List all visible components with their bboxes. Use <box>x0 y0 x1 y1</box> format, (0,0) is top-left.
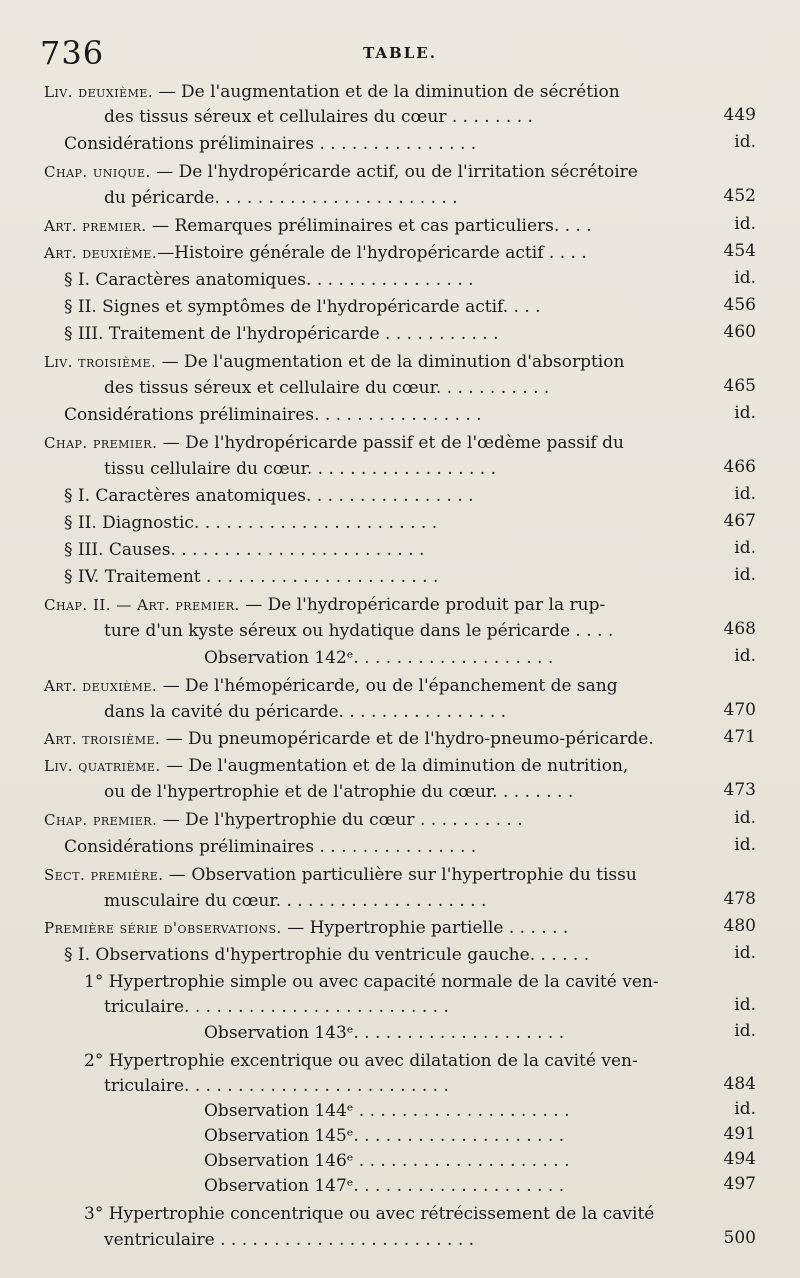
toc-entry <box>44 808 523 832</box>
toc-entry <box>204 1099 570 1123</box>
toc-page-number: 497 <box>723 1174 756 1194</box>
toc-entry <box>84 1049 638 1073</box>
toc-entry <box>64 511 437 535</box>
page-header <box>0 34 800 78</box>
toc-page-number: 465 <box>723 376 756 396</box>
toc-page-number: id. <box>734 538 756 558</box>
toc-entry <box>44 674 618 698</box>
toc-entry <box>44 350 624 374</box>
toc-entry <box>44 916 568 940</box>
toc-entry-title: 1° Hypertrophie simple ou avec capacité normale de la cavité ven- <box>84 972 659 992</box>
toc-page-number: 454 <box>723 241 756 261</box>
toc-entry-heading: Liv. deuxième. <box>44 83 154 101</box>
toc-entry <box>64 295 541 319</box>
toc-entry-title: — De l'hémopéricarde, ou de l'épanchement de sang <box>157 676 618 696</box>
toc-page-number: 452 <box>723 186 756 206</box>
toc-entry <box>104 376 549 400</box>
toc-page-number: 480 <box>723 916 756 936</box>
toc-page-number: id. <box>734 1021 756 1041</box>
running-title: TABLE. <box>363 44 437 62</box>
toc-entry <box>84 1202 654 1226</box>
toc-entry-heading: Liv. quatrième. <box>44 757 161 775</box>
toc-entry <box>204 1149 570 1173</box>
toc-entry-heading: Chap. unique. <box>44 163 151 181</box>
toc-page-number: id. <box>734 484 756 504</box>
toc-entry-title: 2° Hypertrophie excentrique ou avec dilatation de la cavité ven- <box>84 1051 638 1071</box>
toc-entry <box>84 970 659 994</box>
toc-entry <box>64 538 424 562</box>
toc-entry <box>44 593 605 617</box>
toc-page-number: id. <box>734 214 756 234</box>
toc-entry-title: — De l'hydropéricarde produit par la rup- <box>239 595 606 615</box>
toc-entry-title: Observation 144ᵉ . . . . . . . . . . . . . . . . . . . . <box>204 1101 570 1121</box>
toc-page-number: id. <box>734 835 756 855</box>
toc-page-number: id. <box>734 268 756 288</box>
toc-entry-heading: Sect. première. <box>44 866 164 884</box>
toc-entry <box>44 431 624 455</box>
toc-page-number: 470 <box>723 700 756 720</box>
toc-entry-title: —Histoire générale de l'hydropéricarde actif . . . . <box>157 243 587 263</box>
toc-entry <box>64 132 476 156</box>
toc-entry-title: musculaire du cœur. . . . . . . . . . . . . . . . . . . . <box>104 891 487 911</box>
toc-entry <box>44 80 620 104</box>
page-number: 736 <box>40 34 105 72</box>
toc-entry-title: § II. Diagnostic. . . . . . . . . . . . . . . . . . . . . . . <box>64 513 438 533</box>
toc-page-number: 456 <box>723 295 756 315</box>
toc-entry-title: des tissus séreux et cellulaire du cœur. . . . . . . . . . . <box>104 378 550 398</box>
toc-entry <box>64 403 482 427</box>
toc-entry-title: — Du pneumopéricarde et de l'hydro-pneumo-péricarde. <box>160 729 654 749</box>
toc-entry-heading: Liv. troisième. <box>44 353 157 371</box>
toc-entry-title: — De l'hydropéricarde passif et de l'œdème passif du <box>157 433 624 453</box>
toc-entry-title: — Remarques préliminaires et cas particuliers. . . . <box>146 216 592 236</box>
toc-entry-title: triculaire. . . . . . . . . . . . . . . . . . . . . . . . . <box>104 1076 449 1096</box>
toc-page-number: id. <box>734 943 756 963</box>
toc-entry <box>64 835 476 859</box>
toc-entry-title: ou de l'hypertrophie et de l'atrophie du cœur. . . . . . . . <box>104 782 574 802</box>
toc-entry-title: § I. Caractères anatomiques. . . . . . . . . . . . . . . . <box>64 486 474 506</box>
toc-entry-heading: Art. deuxième. <box>44 677 158 695</box>
toc-entry-title: § I. Caractères anatomiques. . . . . . . . . . . . . . . . <box>64 270 474 290</box>
toc-entry-title: ture d'un kyste séreux ou hydatique dans le péricarde . . . . <box>104 621 614 641</box>
toc-entry-title: § II. Signes et symptômes de l'hydropéricarde actif. . . . <box>64 297 541 317</box>
toc-entry <box>44 727 654 751</box>
toc-entry-title: Considérations préliminaires . . . . . . . . . . . . . . . <box>64 837 477 857</box>
toc-entry <box>44 214 592 238</box>
toc-entry <box>204 1174 564 1198</box>
toc-entry <box>104 780 573 804</box>
toc-entry <box>104 1228 474 1252</box>
toc-page-number: 500 <box>723 1228 756 1248</box>
toc-entry-title: § IV. Traitement . . . . . . . . . . . . . . . . . . . . . . <box>64 567 439 587</box>
toc-page-number: 484 <box>723 1074 756 1094</box>
toc-entry-title: Observation 146ᵉ . . . . . . . . . . . . . . . . . . . . <box>204 1151 570 1171</box>
toc-entry-title: du péricarde. . . . . . . . . . . . . . . . . . . . . . . <box>104 188 458 208</box>
toc-entry-heading: Art. deuxième. <box>44 244 158 262</box>
toc-page-number: id. <box>734 808 756 828</box>
toc-entry-title: Observation 142ᵉ. . . . . . . . . . . . . . . . . . . <box>204 648 554 668</box>
toc-entry-title: — De l'augmentation et de la diminution de sécrétion <box>153 82 620 102</box>
toc-entry-title: Considérations préliminaires . . . . . . . . . . . . . . . <box>64 134 477 154</box>
toc-entry-title: dans la cavité du péricarde. . . . . . . . . . . . . . . . <box>104 702 507 722</box>
toc-entry-title: Observation 145ᵉ. . . . . . . . . . . . . . . . . . . . <box>204 1126 565 1146</box>
toc-page-number: 467 <box>723 511 756 531</box>
toc-entry <box>44 863 637 887</box>
toc-entry-heading: Chap. premier. <box>44 434 158 452</box>
toc-entry-heading: Art. troisième. <box>44 730 161 748</box>
toc-entry <box>104 700 506 724</box>
toc-entry-title: des tissus séreux et cellulaires du cœur . . . . . . . . <box>104 107 533 127</box>
toc-page-number: 468 <box>723 619 756 639</box>
toc-entry-title: Observation 147ᵉ. . . . . . . . . . . . . . . . . . . . <box>204 1176 565 1196</box>
toc-page-number: id. <box>734 403 756 423</box>
toc-entry <box>104 889 486 913</box>
toc-entry-title: — Hypertrophie partielle . . . . . . <box>281 918 569 938</box>
toc-entry-heading: Première série d'observations. <box>44 919 282 937</box>
toc-page-number: 491 <box>723 1124 756 1144</box>
toc-entry-heading: Art. premier. <box>44 217 147 235</box>
toc-entry <box>64 565 438 589</box>
toc-page-number: 471 <box>723 727 756 747</box>
toc-entry <box>104 995 449 1019</box>
toc-entry <box>44 160 638 184</box>
toc-entry <box>44 754 628 778</box>
toc-entry <box>64 484 474 508</box>
toc-entry-title: triculaire. . . . . . . . . . . . . . . . . . . . . . . . . <box>104 997 449 1017</box>
toc-page-number: id. <box>734 565 756 585</box>
toc-entry-title: tissu cellulaire du cœur. . . . . . . . . . . . . . . . . . <box>104 459 496 479</box>
toc-entry-title: — De l'hypertrophie du cœur . . . . . . . . . . <box>157 810 523 830</box>
toc-entry <box>64 943 589 967</box>
toc-page-number: 466 <box>723 457 756 477</box>
toc-entry <box>104 1074 449 1098</box>
toc-page-number: id. <box>734 646 756 666</box>
toc-entry-title: — De l'augmentation et de la diminution d'absorption <box>156 352 625 372</box>
toc-page-number: 478 <box>723 889 756 909</box>
toc-entry <box>104 186 458 210</box>
toc-entry <box>64 322 499 346</box>
toc-entry-title: § I. Observations d'hypertrophie du ventricule gauche. . . . . . <box>64 945 590 965</box>
toc-entry <box>204 1021 564 1045</box>
toc-page-number: 494 <box>723 1149 756 1169</box>
toc-entry-title: 3° Hypertrophie concentrique ou avec rétrécissement de la cavité <box>84 1204 655 1224</box>
toc-entry-heading: Chap. II. — Art. premier. <box>44 596 240 614</box>
toc-entry <box>64 268 474 292</box>
toc-page-number: 460 <box>723 322 756 342</box>
toc-entry <box>204 1124 564 1148</box>
toc-entry-title: § III. Causes. . . . . . . . . . . . . . . . . . . . . . . . <box>64 540 425 560</box>
toc-entry-title: § III. Traitement de l'hydropéricarde . . . . . . . . . . . <box>64 324 499 344</box>
toc-entry <box>104 457 496 481</box>
toc-page-number: 449 <box>723 105 756 125</box>
toc-entry-heading: Chap. premier. <box>44 811 158 829</box>
toc-entry <box>104 619 613 643</box>
toc-entry-title: Considérations préliminaires. . . . . . . . . . . . . . . . <box>64 405 482 425</box>
toc-page-number: id. <box>734 1099 756 1119</box>
toc-entry-title: — Observation particulière sur l'hypertrophie du tissu <box>163 865 637 885</box>
toc-page-number: id. <box>734 995 756 1015</box>
toc-entry <box>204 646 553 670</box>
toc-page-number: id. <box>734 132 756 152</box>
toc-entry-title: — De l'hydropéricarde actif, ou de l'irritation sécrétoire <box>150 162 638 182</box>
toc-entry-title: Observation 143ᵉ. . . . . . . . . . . . . . . . . . . . <box>204 1023 565 1043</box>
toc-entry <box>104 105 533 129</box>
toc-entry-title: ventriculaire . . . . . . . . . . . . . . . . . . . . . . . . <box>104 1230 475 1250</box>
toc-entry <box>44 241 587 265</box>
toc-page-number: 473 <box>723 780 756 800</box>
toc-entry-title: — De l'augmentation et de la diminution de nutrition, <box>160 756 629 776</box>
